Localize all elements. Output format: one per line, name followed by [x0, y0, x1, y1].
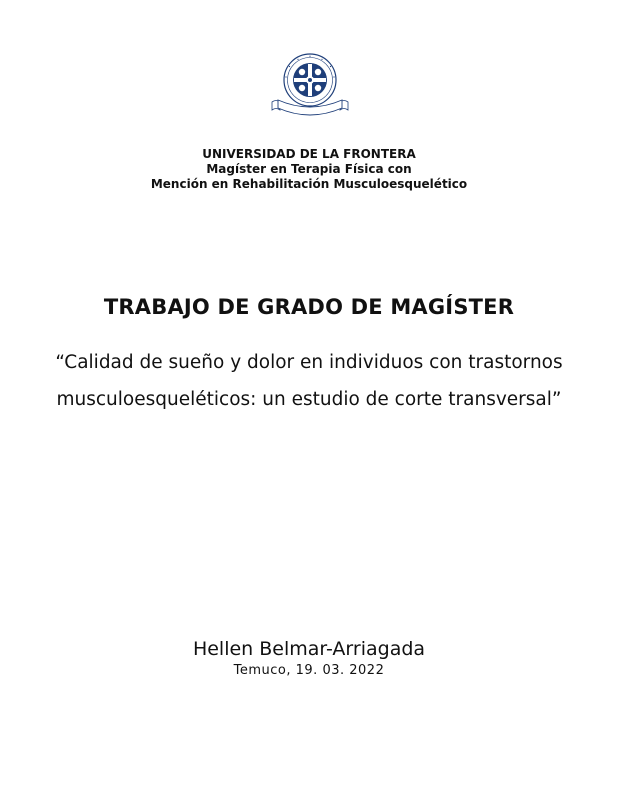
thesis-title: “Calidad de sueño y dolor en individuos con trastornos musculoesqueléticos: un estudio de corte transversal”	[55, 352, 563, 410]
university-seal-logo	[268, 52, 352, 122]
program-name-line-1: Magíster en Terapia Física con	[206, 162, 412, 176]
document-type-heading: TRABAJO DE GRADO DE MAGÍSTER	[103, 295, 515, 319]
place-and-date: Temuco, 19. 03. 2022	[233, 663, 385, 678]
program-name-line-2: Mención en Rehabilitación Musculoesquelético	[150, 177, 468, 191]
university-name: UNIVERSIDAD DE LA FRONTERA	[202, 147, 416, 161]
author-name: Hellen Belmar-Arriagada	[192, 638, 426, 660]
